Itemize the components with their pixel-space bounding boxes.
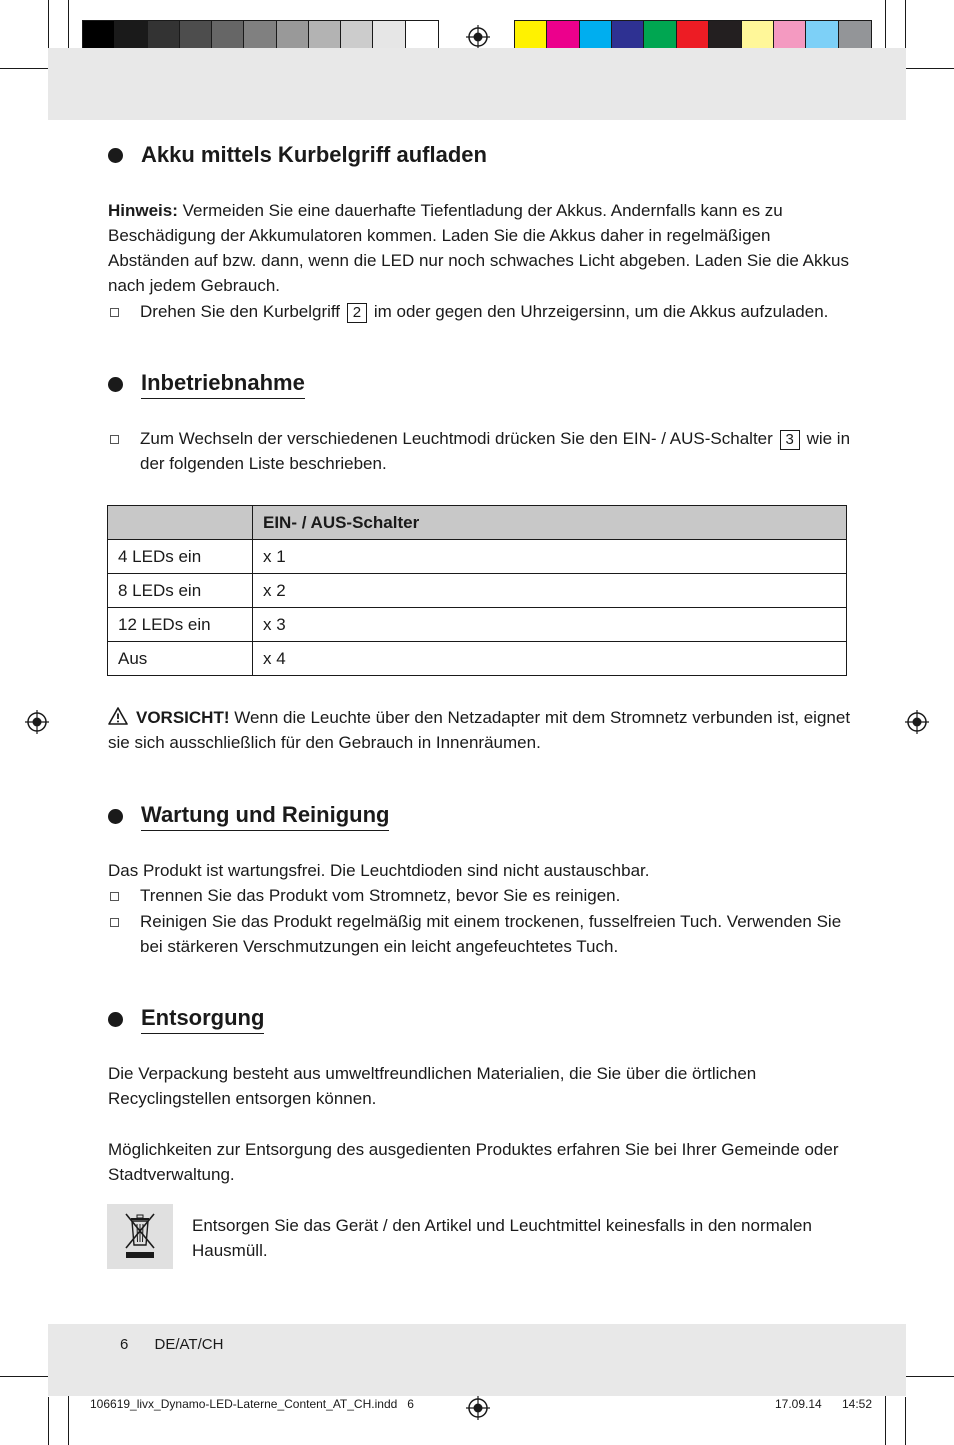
list-item-text: im oder gegen den Uhrzeigersinn, um die Akkus aufzuladen.: [369, 302, 829, 321]
crop-mark: [68, 1393, 69, 1445]
crop-mark: [902, 1376, 954, 1377]
table-header-cell: [108, 506, 253, 540]
wartung-intro: Das Produkt ist wartungsfrei. Die Leuchtdioden sind nicht austauschbar.: [108, 861, 650, 880]
table-cell: 12 LEDs ein: [108, 608, 253, 642]
crop-mark: [0, 1376, 52, 1377]
crop-mark: [48, 0, 49, 48]
crossed-bin-icon: [107, 1204, 173, 1269]
note-text: Vermeiden Sie eine dauerhafte Tiefentladung der Akkus. Andernfalls kann es zu Beschädigung der Akkumulatoren kommen. Laden Sie die Akkus daher in regelmäßigen Abständen auf bzw. dann, wenn die LED nur noch schwaches Licht abgeben. Laden Sie die Akkus nach jedem Gebrauch.: [108, 201, 849, 295]
heading-text: Inbetriebnahme: [141, 370, 305, 399]
heading-bullet-icon: [108, 809, 123, 824]
heading-text: Entsorgung: [141, 1005, 264, 1034]
table-header-row: [108, 506, 847, 540]
part-reference: 2: [347, 303, 367, 323]
entsorgung-paragraph: Die Verpackung besteht aus umweltfreundlichen Materialien, die Sie über die örtlichen Recyclingstellen entsorgen können.: [108, 1064, 757, 1108]
note-paragraph: [108, 198, 853, 298]
part-reference: 3: [780, 430, 800, 450]
checkbox-bullet-icon: [110, 918, 119, 927]
list-item-text: Trennen Sie das Produkt vom Stromnetz, bevor Sie es reinigen.: [140, 886, 621, 905]
page-footer: [120, 1336, 223, 1353]
heading-text: Akku mittels Kurbelgriff aufladen: [141, 142, 487, 167]
crop-mark: [0, 68, 52, 69]
entsorgung-paragraph: Möglichkeiten zur Entsorgung des ausgedienten Produktes erfahren Sie bei Ihrer Gemeinde oder Stadtverwaltung.: [108, 1140, 839, 1184]
header-band: [48, 48, 906, 120]
registration-mark-icon: [25, 710, 49, 734]
slug-time: 14:52: [842, 1397, 873, 1411]
locale-label: DE/AT/CH: [154, 1336, 224, 1353]
list-item-text: wie in der folgenden Liste beschrieben.: [140, 429, 851, 473]
table-cell: x 1: [253, 540, 847, 574]
table-row: [108, 540, 847, 574]
table-header-cell: EIN- / AUS-Schalter: [253, 506, 847, 540]
list-item: [108, 426, 853, 476]
heading-entsorgung: [108, 1005, 264, 1034]
warning-text: Wenn die Leuchte über den Netzadapter mit dem Stromnetz verbunden ist, eignet sie sich ausschließlich für den Gebrauch in Innenräumen.: [108, 708, 851, 752]
checkbox-bullet-icon: [110, 892, 119, 901]
registration-mark-icon: [466, 1396, 490, 1420]
disposal-text: Entsorgen Sie das Gerät / den Artikel und Leuchtmittel keinesfalls in den normalen Hausmüll.: [192, 1216, 812, 1260]
footer-band: [48, 1324, 906, 1396]
crop-mark: [68, 0, 69, 52]
table-row: [108, 642, 847, 676]
slug-filename: 106619_livx_Dynamo-LED-Laterne_Content_AT_CH.indd 6: [90, 1397, 414, 1411]
crop-mark: [902, 68, 954, 69]
crop-mark: [48, 1397, 49, 1445]
heading-wartung: [108, 802, 389, 831]
crop-mark: [885, 1393, 886, 1445]
warning-label: VORSICHT!: [136, 708, 230, 727]
list-item: [108, 299, 853, 324]
heading-akku: [108, 142, 487, 168]
heading-inbetriebnahme: [108, 370, 305, 399]
heading-bullet-icon: [108, 148, 123, 163]
warning-triangle-icon: [108, 707, 128, 725]
list-item-text: Zum Wechseln der verschiedenen Leuchtmodi drücken Sie den EIN- / AUS-Schalter: [140, 429, 778, 448]
list-item-text: Reinigen Sie das Produkt regelmäßig mit einem trockenen, fusselfreien Tuch. Verwenden Sie bei stärkeren Verschmutzungen ein leicht angefeuchtetes Tuch.: [140, 912, 842, 956]
list-item: [108, 909, 853, 959]
crop-mark: [905, 0, 906, 48]
table-cell: 4 LEDs ein: [108, 540, 253, 574]
crop-mark: [905, 1397, 906, 1445]
table-cell: x 2: [253, 574, 847, 608]
heading-text: Wartung und Reinigung: [141, 802, 389, 831]
heading-bullet-icon: [108, 377, 123, 392]
table-cell: x 3: [253, 608, 847, 642]
checkbox-bullet-icon: [110, 435, 119, 444]
table-cell: Aus: [108, 642, 253, 676]
table-cell: 8 LEDs ein: [108, 574, 253, 608]
list-item: [108, 883, 853, 908]
table-row: [108, 608, 847, 642]
slug-date: 17.09.14: [775, 1397, 822, 1411]
page-number: 6: [120, 1336, 129, 1353]
registration-mark-icon: [905, 710, 929, 734]
list-item-text: Drehen Sie den Kurbelgriff: [140, 302, 345, 321]
crossed-bin-icon: [107, 1204, 173, 1269]
crop-mark: [885, 0, 886, 52]
registration-mark-icon: [466, 25, 490, 49]
mode-table: [107, 505, 847, 676]
table-cell: x 4: [253, 642, 847, 676]
checkbox-bullet-icon: [110, 308, 119, 317]
warning-paragraph: [108, 705, 853, 755]
table-row: [108, 574, 847, 608]
heading-bullet-icon: [108, 1012, 123, 1027]
note-label: Hinweis:: [108, 201, 178, 220]
